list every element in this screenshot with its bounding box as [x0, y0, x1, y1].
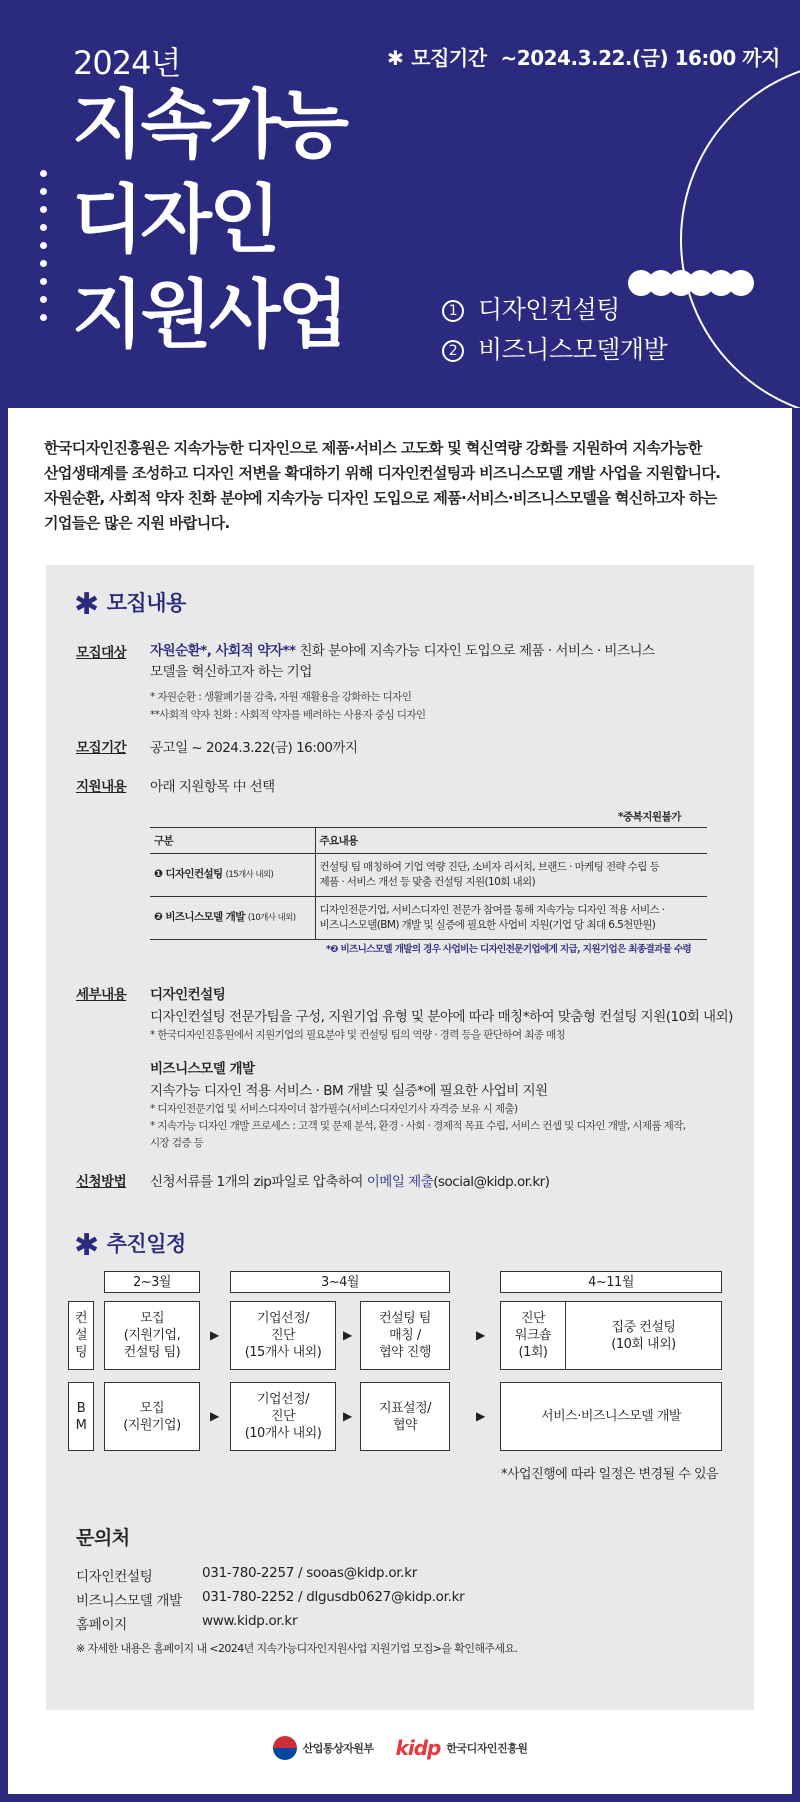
duplicate-note: *중복지원불가 [618, 811, 681, 823]
support-table [150, 827, 707, 940]
support-text: 아래 지원항목 中 선택 [150, 779, 275, 795]
asterisk-icon: ✱ [74, 1228, 99, 1263]
schedule-step: 진단 워크숍 (1회) [500, 1301, 566, 1370]
table-cell: 디자인전문기업, 서비스디자인 전문가 참여를 통해 지속가능 디자인 적용 서비스 · 비즈니스모델(BM) 개발 및 실증에 필요한 사업비 지원(기업 당 최대 6.5천만원) [315, 897, 707, 940]
target-note-1: * 자원순환 : 생활폐기물 감축, 자원 재활용을 강화하는 디자인 [150, 691, 412, 703]
contact-row: 홈페이지 www.kidp.or.kr [76, 1613, 298, 1633]
ministry-logo: 산업통상자원부 [273, 1736, 374, 1760]
apply-text: 신청서류를 1개의 zip파일로 압축하여 이메일 제출(social@kidp.or.kr) [150, 1174, 550, 1190]
detail-2-text: 지속가능 디자인 적용 서비스 · BM 개발 및 실증*에 필요한 사업비 지원 [150, 1083, 548, 1099]
arrow-right-icon: ▶ [476, 1409, 486, 1423]
decorative-dot-column [40, 170, 48, 332]
homepage-link[interactable]: www.kidp.or.kr [202, 1613, 298, 1629]
table-cell: ❶ 디자인컨설팅 (15개사 내외) [150, 854, 315, 897]
contact-title: 문의처 [76, 1527, 130, 1549]
schedule-step: 기업선정/ 진단 (10개사 내외) [230, 1382, 336, 1451]
contact-note: ※ 자세한 내용은 홈페이지 내 <2024년 지속가능디자인지원사업 지원기업 모집>을 확인해주세요. [76, 1642, 518, 1655]
program-item-consulting: 1 디자인컨설팅 [442, 290, 620, 326]
schedule-step: 서비스·비즈니스모델 개발 [500, 1382, 722, 1451]
arrow-right-icon: ▶ [210, 1328, 220, 1342]
footer-logos [8, 1728, 792, 1768]
label-detail: 세부내용 [76, 987, 127, 1003]
details-panel [46, 565, 754, 1710]
arrow-right-icon: ▶ [476, 1328, 486, 1342]
content-card [8, 408, 792, 1794]
contact-row: 비즈니스모델 개발 031-780-2252 / dlgusdb0627@kidp.or.kr [76, 1589, 465, 1609]
schedule-step: 지표설정/ 협약 [360, 1382, 450, 1451]
intro-paragraph: 한국디자인진흥원은 지속가능한 디자인으로 제품·서비스 고도화 및 혁신역량 강화를 지원하여 지속가능한 산업생태계를 조성하고 디자인 저변을 확대하기 위해 디자인컨설팅과 비즈니스모델 개발 사업을 지원합니다. 자원순환, 사회적 약자 친화 분야에 지속가능 디자인 도입으로 제품·서비스·비즈니스모델을 혁신하고자 하는 기업들은 많은 지원 바랍니다. [44, 439, 721, 532]
schedule-step: 기업선정/ 진단 (15개사 내외) [230, 1301, 336, 1370]
detail-1-title: 디자인컨설팅 [150, 987, 226, 1003]
detail-1-note: * 한국디자인진흥원에서 지원기업의 필요분야 및 컨설팅 팀의 역량 · 경력 등을 판단하여 최종 매칭 [150, 1029, 566, 1041]
table-cell: 컨설팅 팀 매칭하여 기업 역량 진단, 소비자 리서치, 브랜드 · 마케팅 전략 수립 등 제품 · 서비스 개선 등 맞춤 컨설팅 지원(10회 내외) [315, 854, 707, 897]
label-support: 지원내용 [76, 779, 127, 795]
phase-label-2: 3~4월 [230, 1271, 450, 1293]
schedule-step: 컨설팅 팀 매칭 / 협약 진행 [360, 1301, 450, 1370]
schedule-step: 집중 컨설팅 (10회 내외) [565, 1301, 722, 1370]
program-item-bm: 2 비즈니스모델개발 [442, 330, 667, 366]
detail-2-note-2: * 지속가능 디자인 개발 프로세스 : 고객 및 문제 분석, 환경 · 사회 · 경제적 목표 수립, 서비스 컨셉 및 디자인 개발, 시제품 제작, [150, 1120, 686, 1132]
row-label-consulting: 컨 설 팅 [68, 1301, 94, 1370]
label-apply: 신청방법 [76, 1174, 127, 1190]
target-note-2: **사회적 약자 친화 : 사회적 약자를 배려하는 사용자 중심 디자인 [150, 709, 426, 721]
phase-label-1: 2~3월 [104, 1271, 200, 1293]
label-target: 모집대상 [76, 645, 127, 661]
taegeuk-icon [273, 1736, 297, 1760]
title-line-2: 디자인 [72, 177, 278, 263]
schedule-step: 모집 (지원기업, 컨설팅 팀) [104, 1301, 200, 1370]
section-title-schedule: ✱ 추진일정 [74, 1228, 186, 1263]
decorative-arc [680, 60, 800, 408]
arrow-right-icon: ▶ [343, 1409, 353, 1423]
circled-number-1: 1 [442, 300, 464, 322]
kidp-logo: kidp 한국디자인진흥원 [395, 1736, 528, 1760]
table-row [150, 897, 707, 940]
schedule-step: 모집 (지원기업) [104, 1382, 200, 1451]
title-line-1: 지속가능 [72, 82, 346, 168]
arrow-right-icon: ▶ [343, 1328, 353, 1342]
arrow-right-icon: ▶ [210, 1409, 220, 1423]
target-text: 자원순환*, 사회적 약자** 친화 분야에 지속가능 디자인 도입으로 제품 · 서비스 · 비즈니스 모델을 혁신하고자 하는 기업 [150, 643, 655, 680]
recruit-period-banner: ✱ 모집기간 ~2024.3.22.(금) 16:00 까지 [387, 46, 780, 70]
title-line-3: 지원사업 [72, 272, 346, 358]
contact-row: 디자인컨설팅 031-780-2257 / sooas@kidp.or.kr [76, 1565, 418, 1585]
hero-banner [0, 0, 800, 408]
schedule-note: *사업진행에 따라 일정은 변경될 수 있음 [501, 1467, 719, 1482]
detail-2-title: 비즈니스모델 개발 [150, 1061, 255, 1077]
detail-2-note-3: 시장 검증 등 [150, 1137, 204, 1149]
table-header: 주요내용 [315, 828, 707, 854]
period-text: 공고일 ~ 2024.3.22(금) 16:00까지 [150, 740, 358, 756]
decorative-dots-pill [634, 270, 754, 296]
asterisk-icon: ✱ [74, 587, 99, 622]
table-row [150, 854, 707, 897]
asterisk-icon: ✱ [387, 46, 404, 70]
table-note: *❷ 비즈니스모델 개발의 경우 사업비는 디자인전문기업에게 지급, 지원기업은 최종결과물 수령 [326, 944, 692, 955]
year-label: 2024년 [73, 44, 181, 82]
table-cell: ❷ 비즈니스모델 개발 (10개사 내외) [150, 897, 315, 940]
detail-2-note-1: * 디자인전문기업 및 서비스디자이너 참가필수(서비스디자인기사 자격증 보유 시 제출) [150, 1103, 518, 1115]
row-label-bm: B M [68, 1382, 94, 1451]
table-header-row [150, 828, 707, 854]
circled-number-2: 2 [442, 340, 464, 362]
phase-label-3: 4~11월 [500, 1271, 722, 1293]
label-period: 모집기간 [76, 740, 127, 756]
table-header: 구분 [150, 828, 315, 854]
detail-1-text: 디자인컨설팅 전문가팀을 구성, 지원기업 유형 및 분야에 따라 매칭*하여 맞춤형 컨설팅 지원(10회 내외) [150, 1009, 733, 1025]
section-title-recruit: ✱ 모집내용 [74, 587, 186, 622]
